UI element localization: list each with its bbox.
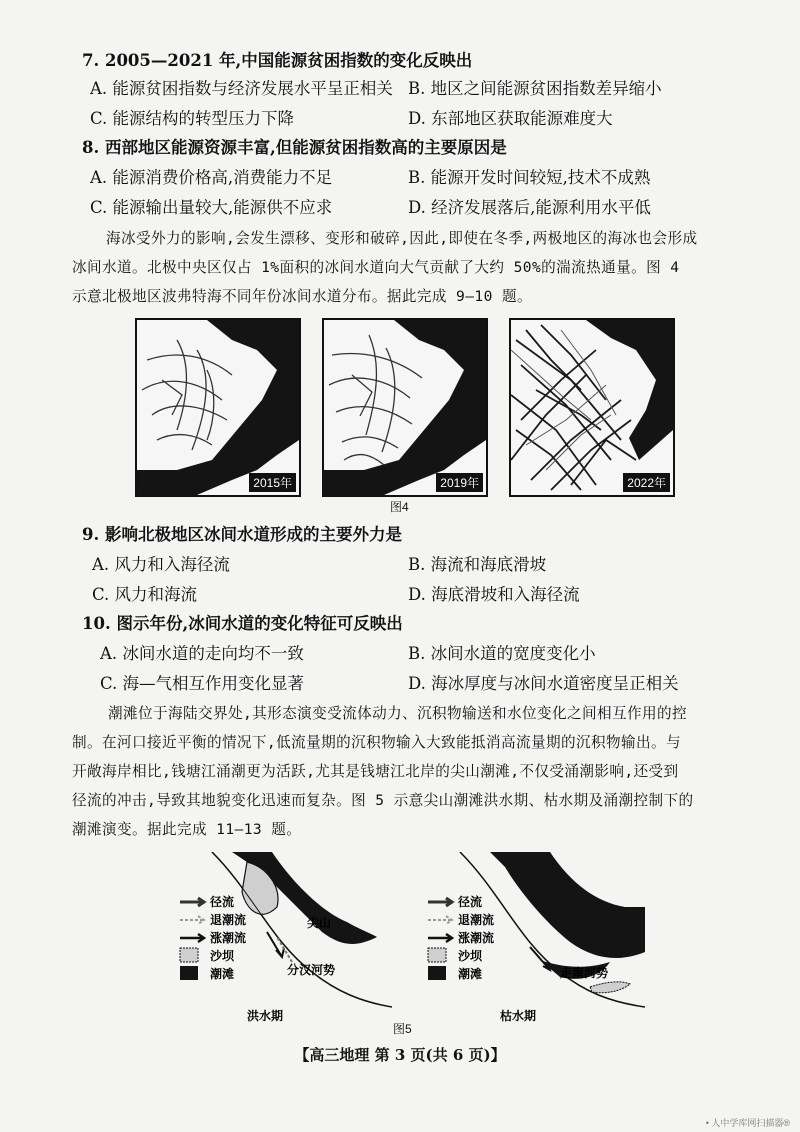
passage2-line3: 开敞海岸相比,钱塘江涌潮更为活跃,尤其是钱塘江北岸的尖山潮滩,不仅受涌潮影响,还受到 [72,763,679,780]
passage1-line3: 示意北极地区波弗特海不同年份冰间水道分布。据此完成 9—10 题。 [72,288,532,305]
legend-label: 沙坝 [458,949,483,963]
south-trend-label: 走南河势 [560,966,609,980]
fig4-caption: 图4 [390,500,409,514]
fig5-caption: 图5 [393,1022,412,1036]
branch-trend-label: 分汊河势 [287,963,336,977]
q8-stem: 8. 西部地区能源资源丰富,但能源贫困指数高的主要原因是 [82,138,507,157]
q10-option-a: A. 冰间水道的走向均不一致 [100,644,304,663]
page-footer: 【高三地理 第 3 页(共 6 页)】 [294,1046,506,1064]
q10-option-c: C. 海—气相互作用变化显著 [100,674,305,693]
passage2-line4: 径流的冲击,导致其地貌变化迅速而复杂。图 5 示意尖山潮滩洪水期、枯水期及涌潮控制下的 [72,792,694,809]
passage2-line2: 制。在河口接近平衡的情况下,低流量期的沉积物输入大致能抵消高流量期的沉积物输出。与 [72,734,681,751]
legend [180,894,246,981]
q8-option-a: A. 能源消费价格高,消费能力不足 [90,168,333,187]
legend-label: 径流 [210,895,235,909]
scan-watermark: • 人中学库网扫描器® [705,1118,790,1128]
fig4-year-label: 2022年 [623,473,670,492]
q8-option-c: C. 能源输出量较大,能源供不应求 [90,198,333,217]
legend-label: 退潮流 [210,913,247,927]
q8-option-d: D. 经济发展落后,能源利用水平低 [408,198,651,217]
passage2-line1: 潮滩位于海陆交界处,其形态演变受流体动力、沉积物输送和水位变化之间相互作用的控 [108,705,687,722]
legend-label: 潮滩 [458,967,483,981]
flood-period-label: 洪水期 [247,1009,284,1023]
q7-option-b: B. 地区之间能源贫困指数差异缩小 [408,79,662,98]
q8-option-b: B. 能源开发时间较短,技术不成熟 [408,168,651,187]
legend-label: 涨潮流 [210,931,247,945]
fig4-year-label: 2019年 [436,473,483,492]
legend-label: 退潮流 [458,913,495,927]
legend-label: 径流 [458,895,483,909]
q7-option-d: D. 东部地区获取能源难度大 [408,109,613,128]
q7-stem: 7. 2005—2021 年,中国能源贫困指数的变化反映出 [82,51,473,70]
legend-label: 潮滩 [210,967,235,981]
passage1-line1: 海冰受外力的影响,会发生漂移、变形和破碎,因此,即使在冬季,两极地区的海冰也会形成 [106,230,698,247]
passage2-line5: 潮滩演变。据此完成 11—13 题。 [72,821,302,838]
q7-option-a: A. 能源贫困指数与经济发展水平呈正相关 [90,79,393,98]
fig4-panel-2015 [135,318,301,497]
q10-stem: 10. 图示年份,冰间水道的变化特征可反映出 [82,614,403,633]
passage1-line2: 冰间水道。北极中央区仅占 1%面积的冰间水道向大气贡献了大约 50%的湍流热通量。图 4 [72,259,680,276]
dry-period-label: 枯水期 [500,1009,537,1023]
q9-stem: 9. 影响北极地区冰间水道形成的主要外力是 [82,525,402,544]
q9-option-c: C. 风力和海流 [92,585,198,604]
legend [428,894,494,981]
q10-option-b: B. 冰间水道的宽度变化小 [408,644,596,663]
ice-lead-map [324,320,486,495]
q9-option-b: B. 海流和海底滑坡 [408,555,547,574]
q10-option-d: D. 海冰厚度与冰间水道密度呈正相关 [408,674,679,693]
q9-option-d: D. 海底滑坡和入海径流 [408,585,580,604]
fig5-dry-period-diagram [420,852,645,1024]
fig4-panel-2022 [509,318,675,497]
legend-label: 沙坝 [210,949,235,963]
fig4-panel-2019 [322,318,488,497]
q7-option-c: C. 能源结构的转型压力下降 [90,109,295,128]
fig5-flood-period-diagram [172,852,392,1024]
ice-lead-map [137,320,299,495]
ice-lead-map [511,320,673,495]
fig4-year-label: 2015年 [249,473,296,492]
q9-option-a: A. 风力和入海径流 [92,555,230,574]
jianshan-label: 尖山 [307,916,332,930]
legend-label: 涨潮流 [458,931,495,945]
